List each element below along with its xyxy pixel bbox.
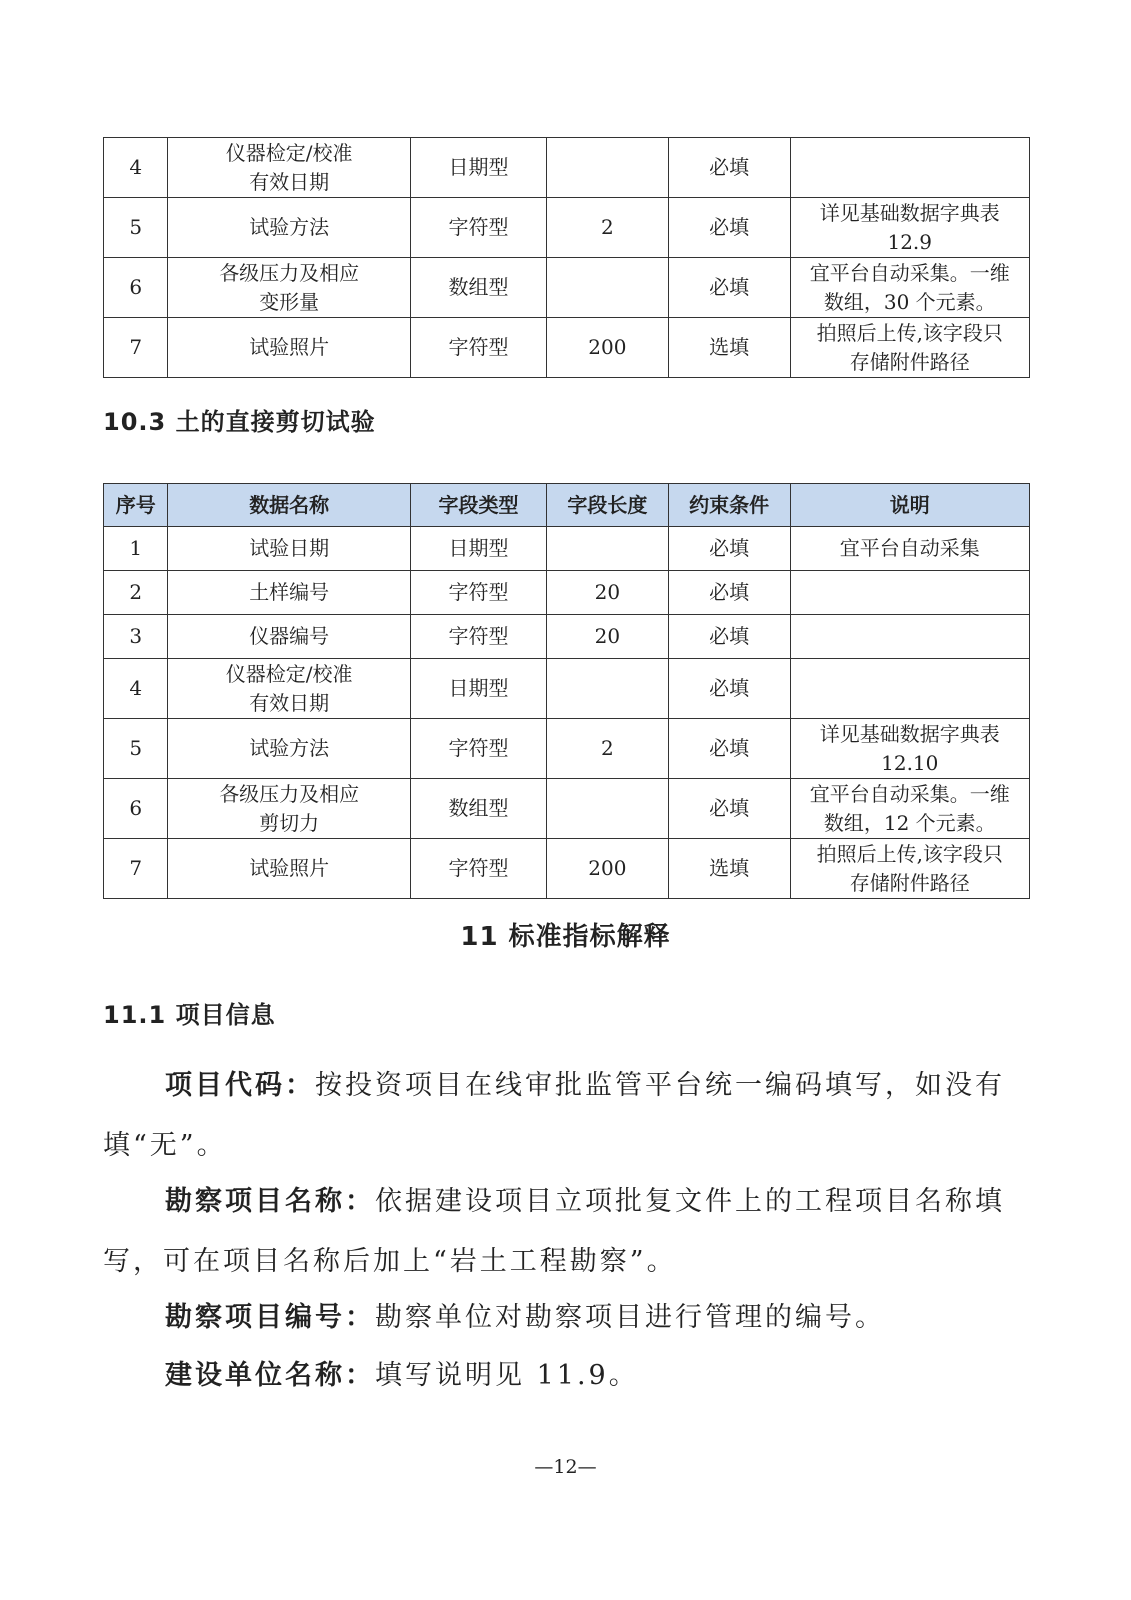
header-name: 数据名称	[168, 484, 410, 527]
cell-note	[790, 659, 1029, 719]
cell-no: 6	[104, 779, 168, 839]
cell-no: 4	[104, 659, 168, 719]
term-survey-project-number: 勘察项目编号：	[165, 1302, 375, 1333]
cell-constraint: 必填	[668, 527, 790, 571]
cell-name: 试验照片	[168, 318, 410, 378]
chapter-heading-11: 11 标准指标解释	[460, 922, 671, 952]
cell-constraint: 必填	[668, 571, 790, 615]
cell-name: 土样编号	[168, 571, 410, 615]
table-direct-shear-test	[103, 483, 1030, 899]
cell-length: 2	[547, 719, 669, 779]
cell-no: 1	[104, 527, 168, 571]
paragraph-survey-project-name	[103, 1172, 1030, 1292]
term-project-code: 项目代码：	[165, 1070, 315, 1101]
cell-type: 字符型	[410, 318, 546, 378]
text-project-code: 按投资项目在线审批监管平台统一编码填写，如没有填“无”。	[103, 1070, 1005, 1161]
header-constraint: 约束条件	[668, 484, 790, 527]
text-survey-project-number: 勘察单位对勘察项目进行管理的编号。	[375, 1302, 885, 1333]
text-client-name: 填写说明见 11.9。	[375, 1360, 639, 1391]
cell-name: 仪器检定/校准 有效日期	[168, 138, 410, 198]
cell-length: 20	[547, 615, 669, 659]
cell-type: 字符型	[410, 839, 546, 899]
cell-constraint: 必填	[668, 719, 790, 779]
cell-note: 详见基础数据字典表 12.10	[790, 719, 1029, 779]
header-no: 序号	[104, 484, 168, 527]
section-heading-11-1: 11.1 项目信息	[103, 1001, 276, 1029]
cell-no: 3	[104, 615, 168, 659]
cell-length	[547, 659, 669, 719]
table-header-row	[104, 484, 1030, 527]
cell-note: 拍照后上传,该字段只 存储附件路径	[790, 318, 1029, 378]
table-row	[104, 779, 1030, 839]
cell-no: 5	[104, 198, 168, 258]
cell-constraint: 必填	[668, 198, 790, 258]
cell-note: 宜平台自动采集	[790, 527, 1029, 571]
cell-no: 7	[104, 318, 168, 378]
cell-type: 数组型	[410, 258, 546, 318]
header-type: 字段类型	[410, 484, 546, 527]
cell-length	[547, 779, 669, 839]
section-heading-10-3: 10.3 土的直接剪切试验	[103, 408, 376, 436]
cell-constraint: 必填	[668, 615, 790, 659]
cell-note	[790, 615, 1029, 659]
table-row	[104, 138, 1030, 198]
cell-constraint: 选填	[668, 318, 790, 378]
cell-note: 宜平台自动采集。一维 数组，12 个元素。	[790, 779, 1029, 839]
cell-type: 数组型	[410, 779, 546, 839]
term-client-name: 建设单位名称：	[165, 1360, 375, 1391]
header-length: 字段长度	[547, 484, 669, 527]
cell-type: 字符型	[410, 615, 546, 659]
cell-note	[790, 571, 1029, 615]
cell-name: 仪器检定/校准 有效日期	[168, 659, 410, 719]
cell-type: 字符型	[410, 719, 546, 779]
paragraph-client-name	[103, 1346, 1030, 1406]
cell-no: 4	[104, 138, 168, 198]
table-row	[104, 527, 1030, 571]
table-row	[104, 659, 1030, 719]
table-soil-test-continued	[103, 137, 1030, 378]
cell-constraint: 选填	[668, 839, 790, 899]
text-survey-project-name: 依据建设项目立项批复文件上的工程项目名称填写，可在项目名称后加上“岩土工程勘察”。	[103, 1186, 1005, 1277]
cell-name: 试验方法	[168, 719, 410, 779]
cell-type: 日期型	[410, 527, 546, 571]
cell-no: 5	[104, 719, 168, 779]
cell-length: 200	[547, 318, 669, 378]
page-number: —12—	[534, 1456, 597, 1478]
cell-type: 日期型	[410, 138, 546, 198]
cell-name: 各级压力及相应 变形量	[168, 258, 410, 318]
cell-name: 试验照片	[168, 839, 410, 899]
table-row	[104, 615, 1030, 659]
cell-name: 试验方法	[168, 198, 410, 258]
cell-constraint: 必填	[668, 138, 790, 198]
cell-type: 字符型	[410, 571, 546, 615]
table-row	[104, 571, 1030, 615]
table-row	[104, 258, 1030, 318]
cell-name: 试验日期	[168, 527, 410, 571]
cell-type: 日期型	[410, 659, 546, 719]
cell-constraint: 必填	[668, 659, 790, 719]
cell-length: 20	[547, 571, 669, 615]
cell-type: 字符型	[410, 198, 546, 258]
table-row	[104, 198, 1030, 258]
cell-length: 2	[547, 198, 669, 258]
table-row	[104, 719, 1030, 779]
cell-name: 仪器编号	[168, 615, 410, 659]
paragraph-survey-project-number	[103, 1288, 1030, 1348]
cell-note	[790, 138, 1029, 198]
term-survey-project-name: 勘察项目名称：	[165, 1186, 375, 1217]
cell-length	[547, 138, 669, 198]
cell-no: 7	[104, 839, 168, 899]
table-row	[104, 318, 1030, 378]
cell-constraint: 必填	[668, 258, 790, 318]
cell-note: 宜平台自动采集。一维 数组，30 个元素。	[790, 258, 1029, 318]
cell-name: 各级压力及相应 剪切力	[168, 779, 410, 839]
cell-note: 拍照后上传,该字段只 存储附件路径	[790, 839, 1029, 899]
cell-no: 6	[104, 258, 168, 318]
cell-length: 200	[547, 839, 669, 899]
cell-length	[547, 527, 669, 571]
cell-note: 详见基础数据字典表 12.9	[790, 198, 1029, 258]
paragraph-project-code	[103, 1056, 1030, 1176]
cell-no: 2	[104, 571, 168, 615]
table-row	[104, 839, 1030, 899]
header-note: 说明	[790, 484, 1029, 527]
cell-length	[547, 258, 669, 318]
cell-constraint: 必填	[668, 779, 790, 839]
